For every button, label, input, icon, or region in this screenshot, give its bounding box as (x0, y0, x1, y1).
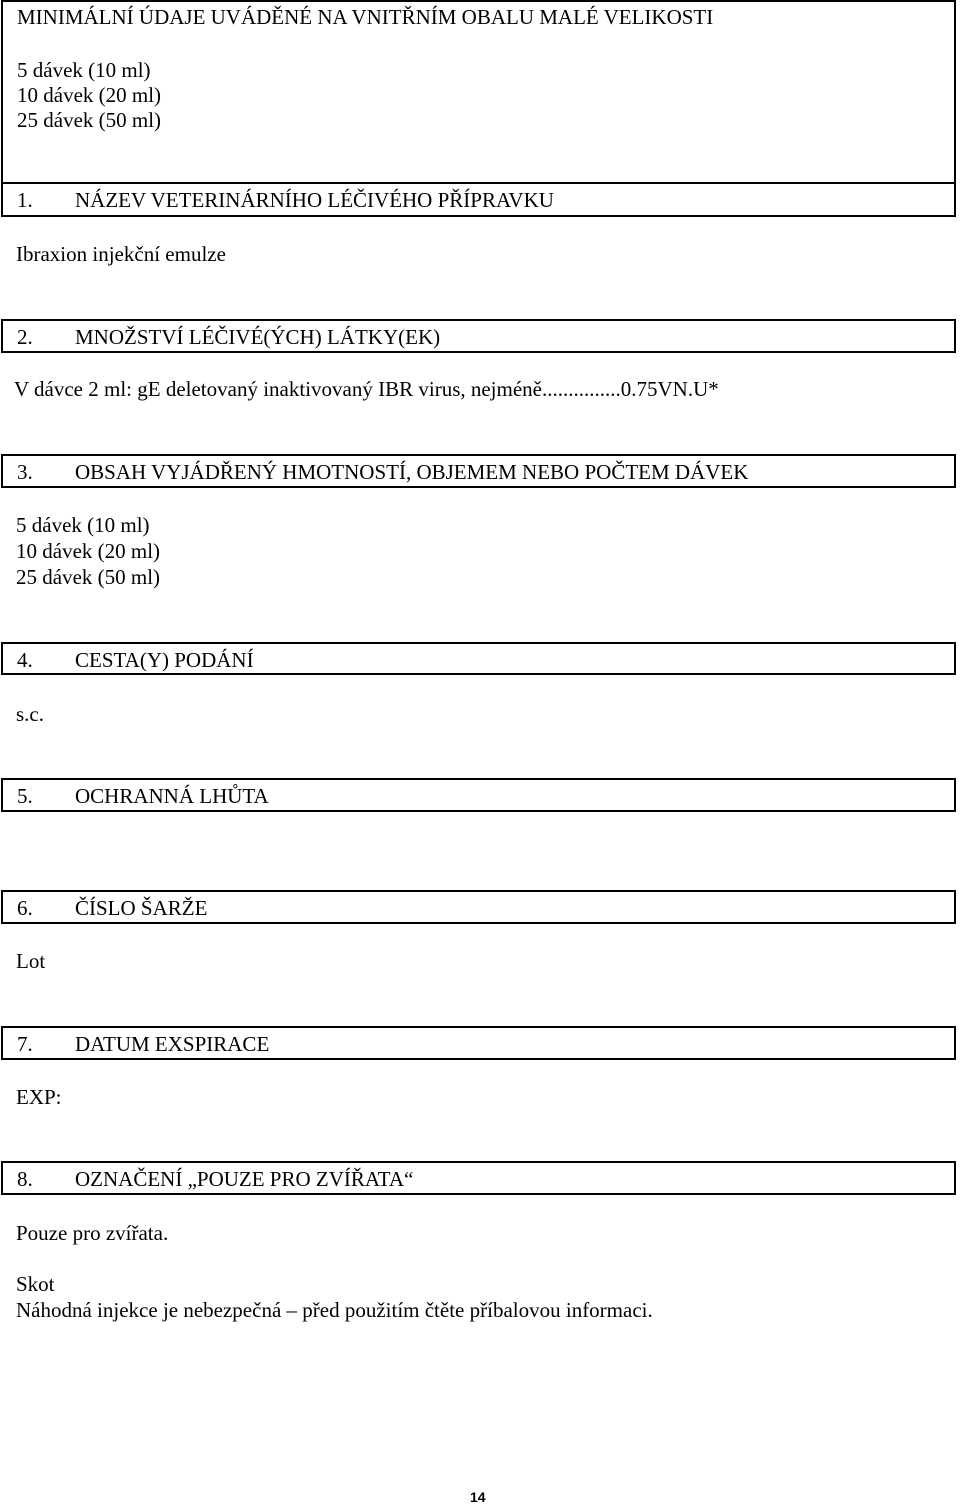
section-2-header (1, 319, 956, 353)
section-4-header (1, 642, 956, 675)
section-3-line-1: 5 dávek (10 ml) (16, 513, 150, 537)
section-4-line: s.c. (16, 702, 44, 726)
section-8-title: 8. OZNAČENÍ „POUZE PRO ZVÍŘATA“ (17, 1167, 414, 1191)
page-number: 14 (470, 1489, 486, 1505)
section-2-title: 2. MNOŽSTVÍ LÉČIVÉ(ÝCH) LÁTKY(EK) (17, 325, 441, 349)
section-3-title: 3. OBSAH VYJÁDŘENÝ HMOTNOSTÍ, OBJEMEM NEBO POČTEM DÁVEK (17, 460, 749, 484)
section-3-line-2: 10 dávek (20 ml) (16, 539, 161, 563)
header-pack-50ml: 25 dávek (50 ml) (17, 108, 162, 132)
header-title: MINIMÁLNÍ ÚDAJE UVÁDĚNÉ NA VNITŘNÍM OBALU MALÉ VELIKOSTI (17, 5, 714, 29)
header-pack-20ml: 10 dávek (20 ml) (17, 83, 162, 107)
section-8-line-2: Skot (16, 1272, 55, 1296)
section-6-header (1, 890, 956, 924)
section-8-line-3: Náhodná injekce je nebezpečná – před použitím čtěte příbalovou informaci. (16, 1298, 653, 1322)
section-1-line: Ibraxion injekční emulze (16, 242, 226, 266)
section-5-title: 5. OCHRANNÁ LHŮTA (17, 784, 269, 808)
section-8-header (1, 1161, 956, 1195)
header-pack-10ml: 5 dávek (10 ml) (17, 58, 151, 82)
section-7-header (1, 1026, 956, 1060)
section-3-line-3: 25 dávek (50 ml) (16, 565, 161, 589)
section-4-title: 4. CESTA(Y) PODÁNÍ (17, 648, 254, 672)
section-1-header (1, 182, 956, 217)
section-7-line: EXP: (16, 1085, 62, 1109)
section-6-line: Lot (16, 949, 46, 973)
section-7-title: 7. DATUM EXSPIRACE (17, 1032, 270, 1056)
section-8-line-1: Pouze pro zvířata. (16, 1221, 169, 1245)
section-1-title: 1. NÁZEV VETERINÁRNÍHO LÉČIVÉHO PŘÍPRAVKU (17, 188, 554, 212)
section-2-line: V dávce 2 ml: gE deletovaný inaktivovaný IBR virus, nejméně...............0.75VN.U* (14, 377, 719, 401)
section-5-header (1, 778, 956, 812)
section-6-title: 6. ČÍSLO ŠARŽE (17, 896, 208, 920)
section-3-header (1, 454, 956, 488)
